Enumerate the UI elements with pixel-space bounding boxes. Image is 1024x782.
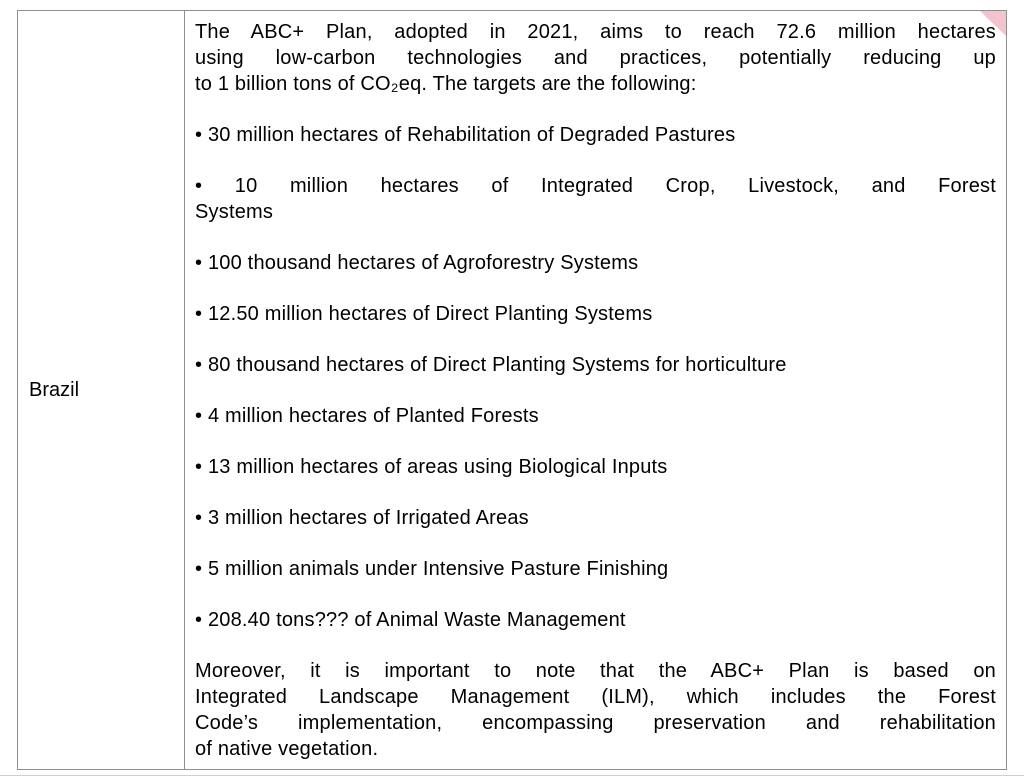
text-line: Code’s implementation, encompassing preservation and rehabilitation xyxy=(195,712,996,734)
bullet-item xyxy=(195,403,996,429)
text-line: • 208.40 tons??? of Animal Waste Management xyxy=(195,609,626,631)
bullet-item xyxy=(195,454,996,480)
text-line: • 5 million animals under Intensive Pasture Finishing xyxy=(195,558,669,580)
paragraph xyxy=(195,658,996,762)
text-line: to 1 billion tons of CO₂eq. The targets are the following: xyxy=(195,73,697,95)
plan-description-cell xyxy=(185,11,1006,769)
text-line: The ABC+ Plan, adopted in 2021, aims to reach 72.6 million hectares xyxy=(195,21,996,43)
bullet-item xyxy=(195,505,996,531)
text-line: Moreover, it is important to note that the ABC+ Plan is based on xyxy=(195,660,996,682)
text-line: • 4 million hectares of Planted Forests xyxy=(195,405,539,427)
text-line: • 100 thousand hectares of Agroforestry Systems xyxy=(195,252,639,274)
text-line: • 12.50 million hectares of Direct Planting Systems xyxy=(195,303,653,325)
text-line: Integrated Landscape Management (ILM), which includes the Forest xyxy=(195,686,996,708)
bullet-item xyxy=(195,607,996,633)
text-line: • 80 thousand hectares of Direct Planting Systems for horticulture xyxy=(195,354,787,376)
text-line: • 10 million hectares of Integrated Crop, Livestock, and Forest xyxy=(195,175,996,197)
bullet-item xyxy=(195,352,996,378)
text-line: • 3 million hectares of Irrigated Areas xyxy=(195,507,529,529)
bullet-item xyxy=(195,122,996,148)
text-line: using low-carbon technologies and practices, potentially reducing up xyxy=(195,47,996,69)
text-line: • 13 million hectares of areas using Biological Inputs xyxy=(195,456,668,478)
text-line: of native vegetation. xyxy=(195,738,379,760)
bullet-item xyxy=(195,301,996,327)
text-line: Systems xyxy=(195,201,274,223)
country-cell xyxy=(18,11,185,769)
page-edge-divider xyxy=(0,775,1024,776)
country-label: Brazil xyxy=(29,378,80,401)
bullet-item xyxy=(195,250,996,276)
bullet-item xyxy=(195,173,996,225)
bullet-item xyxy=(195,556,996,582)
paragraph xyxy=(195,19,996,97)
text-line: • 30 million hectares of Rehabilitation of Degraded Pastures xyxy=(195,124,736,146)
country-plan-table xyxy=(17,10,1007,770)
